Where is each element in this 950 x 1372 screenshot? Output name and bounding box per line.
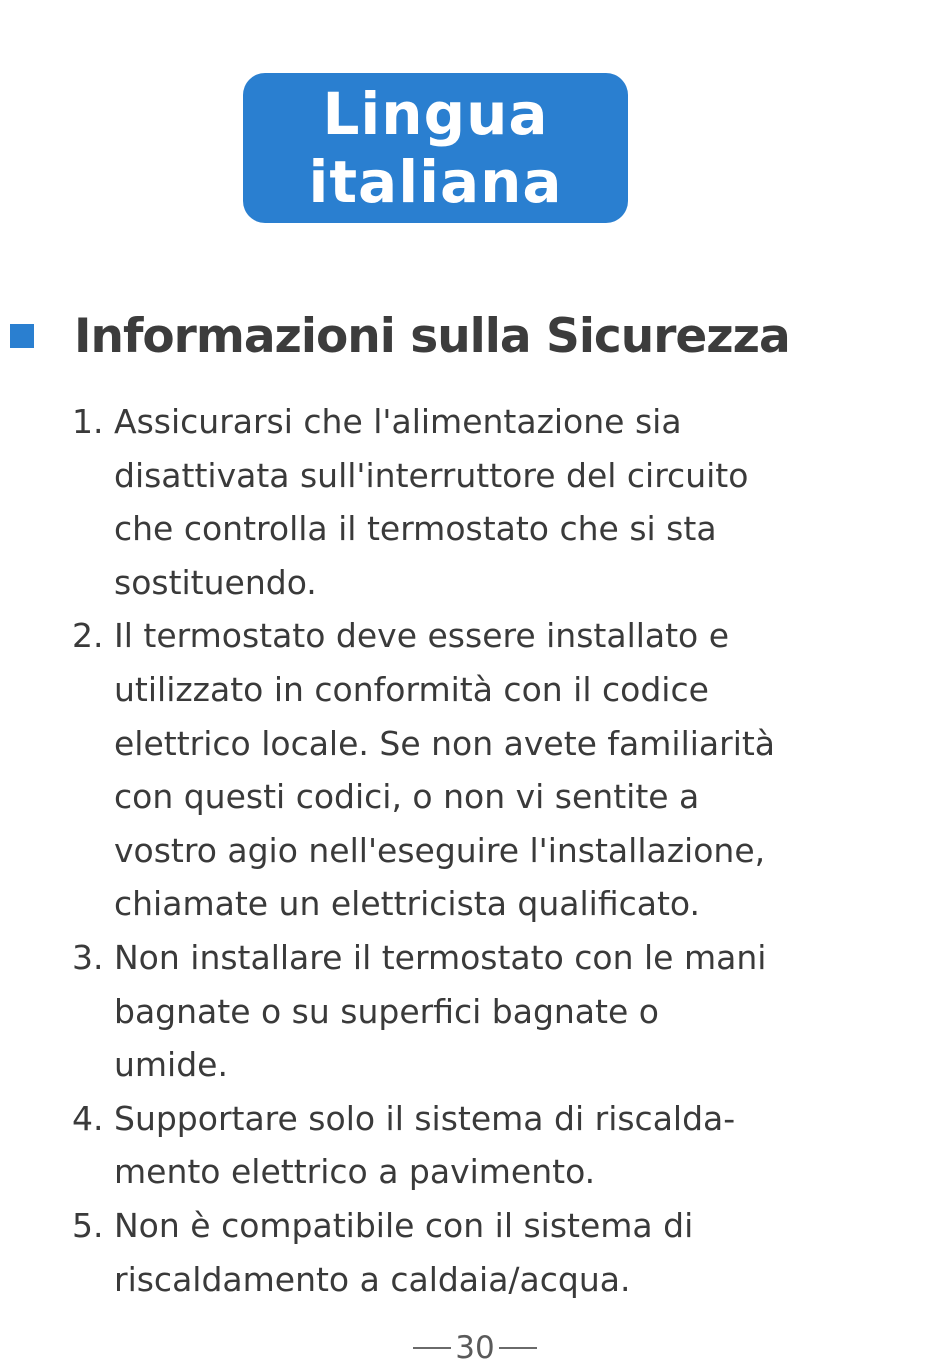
section-header (10, 300, 940, 372)
footer-dash-left (413, 1347, 451, 1349)
item-line: Non installare il termostato con le mani (114, 937, 767, 977)
item-line: che controlla il termostato che si sta (114, 509, 717, 549)
item-line: mento elettrico a pavimento. (114, 1152, 596, 1192)
list-item (72, 609, 932, 931)
item-line: Supportare solo il sistema di riscalda- (114, 1098, 736, 1138)
item-line: con questi codici, o non vi sentite a (114, 777, 700, 817)
item-line: bagnate o su superfici bagnate o (114, 991, 659, 1031)
item-line: riscaldamento a caldaia/acqua. (114, 1259, 631, 1299)
item-line: chiamate un elettricista qualificato. (114, 884, 701, 924)
list-item (72, 931, 932, 1092)
language-badge (243, 73, 628, 223)
page-footer (0, 1328, 950, 1368)
list-item (72, 1092, 932, 1199)
item-line: umide. (114, 1045, 228, 1085)
language-badge-line-1: Lingua (322, 80, 549, 148)
item-line: utilizzato in conformità con il codice (114, 669, 709, 709)
list-item (72, 1199, 932, 1306)
safety-instructions-list (72, 395, 932, 1306)
page-number: 30 (455, 1330, 495, 1366)
section-title: Informazioni sulla Sicurezza (74, 308, 790, 364)
item-line: vostro agio nell'eseguire l'installazione, (114, 830, 766, 870)
footer-dash-right (499, 1347, 537, 1349)
item-number: 3. (72, 937, 104, 977)
item-line: elettrico locale. Se non avete familiarità (114, 723, 776, 763)
square-bullet-icon (10, 324, 34, 348)
item-number: 1. (72, 402, 104, 441)
item-line: sostituendo. (114, 562, 317, 602)
item-line: Non è compatibile con il sistema di (114, 1205, 694, 1245)
item-line: disattivata sull'interruttore del circuito (114, 455, 749, 495)
item-number: 5. (72, 1205, 104, 1245)
list-item (72, 395, 932, 609)
item-number: 2. (72, 616, 104, 656)
item-number: 4. (72, 1098, 104, 1138)
item-line: Il termostato deve essere installato e (114, 616, 730, 656)
language-badge-line-2: italiana (308, 148, 563, 216)
item-line: Assicurarsi che l'alimentazione sia (114, 402, 682, 441)
